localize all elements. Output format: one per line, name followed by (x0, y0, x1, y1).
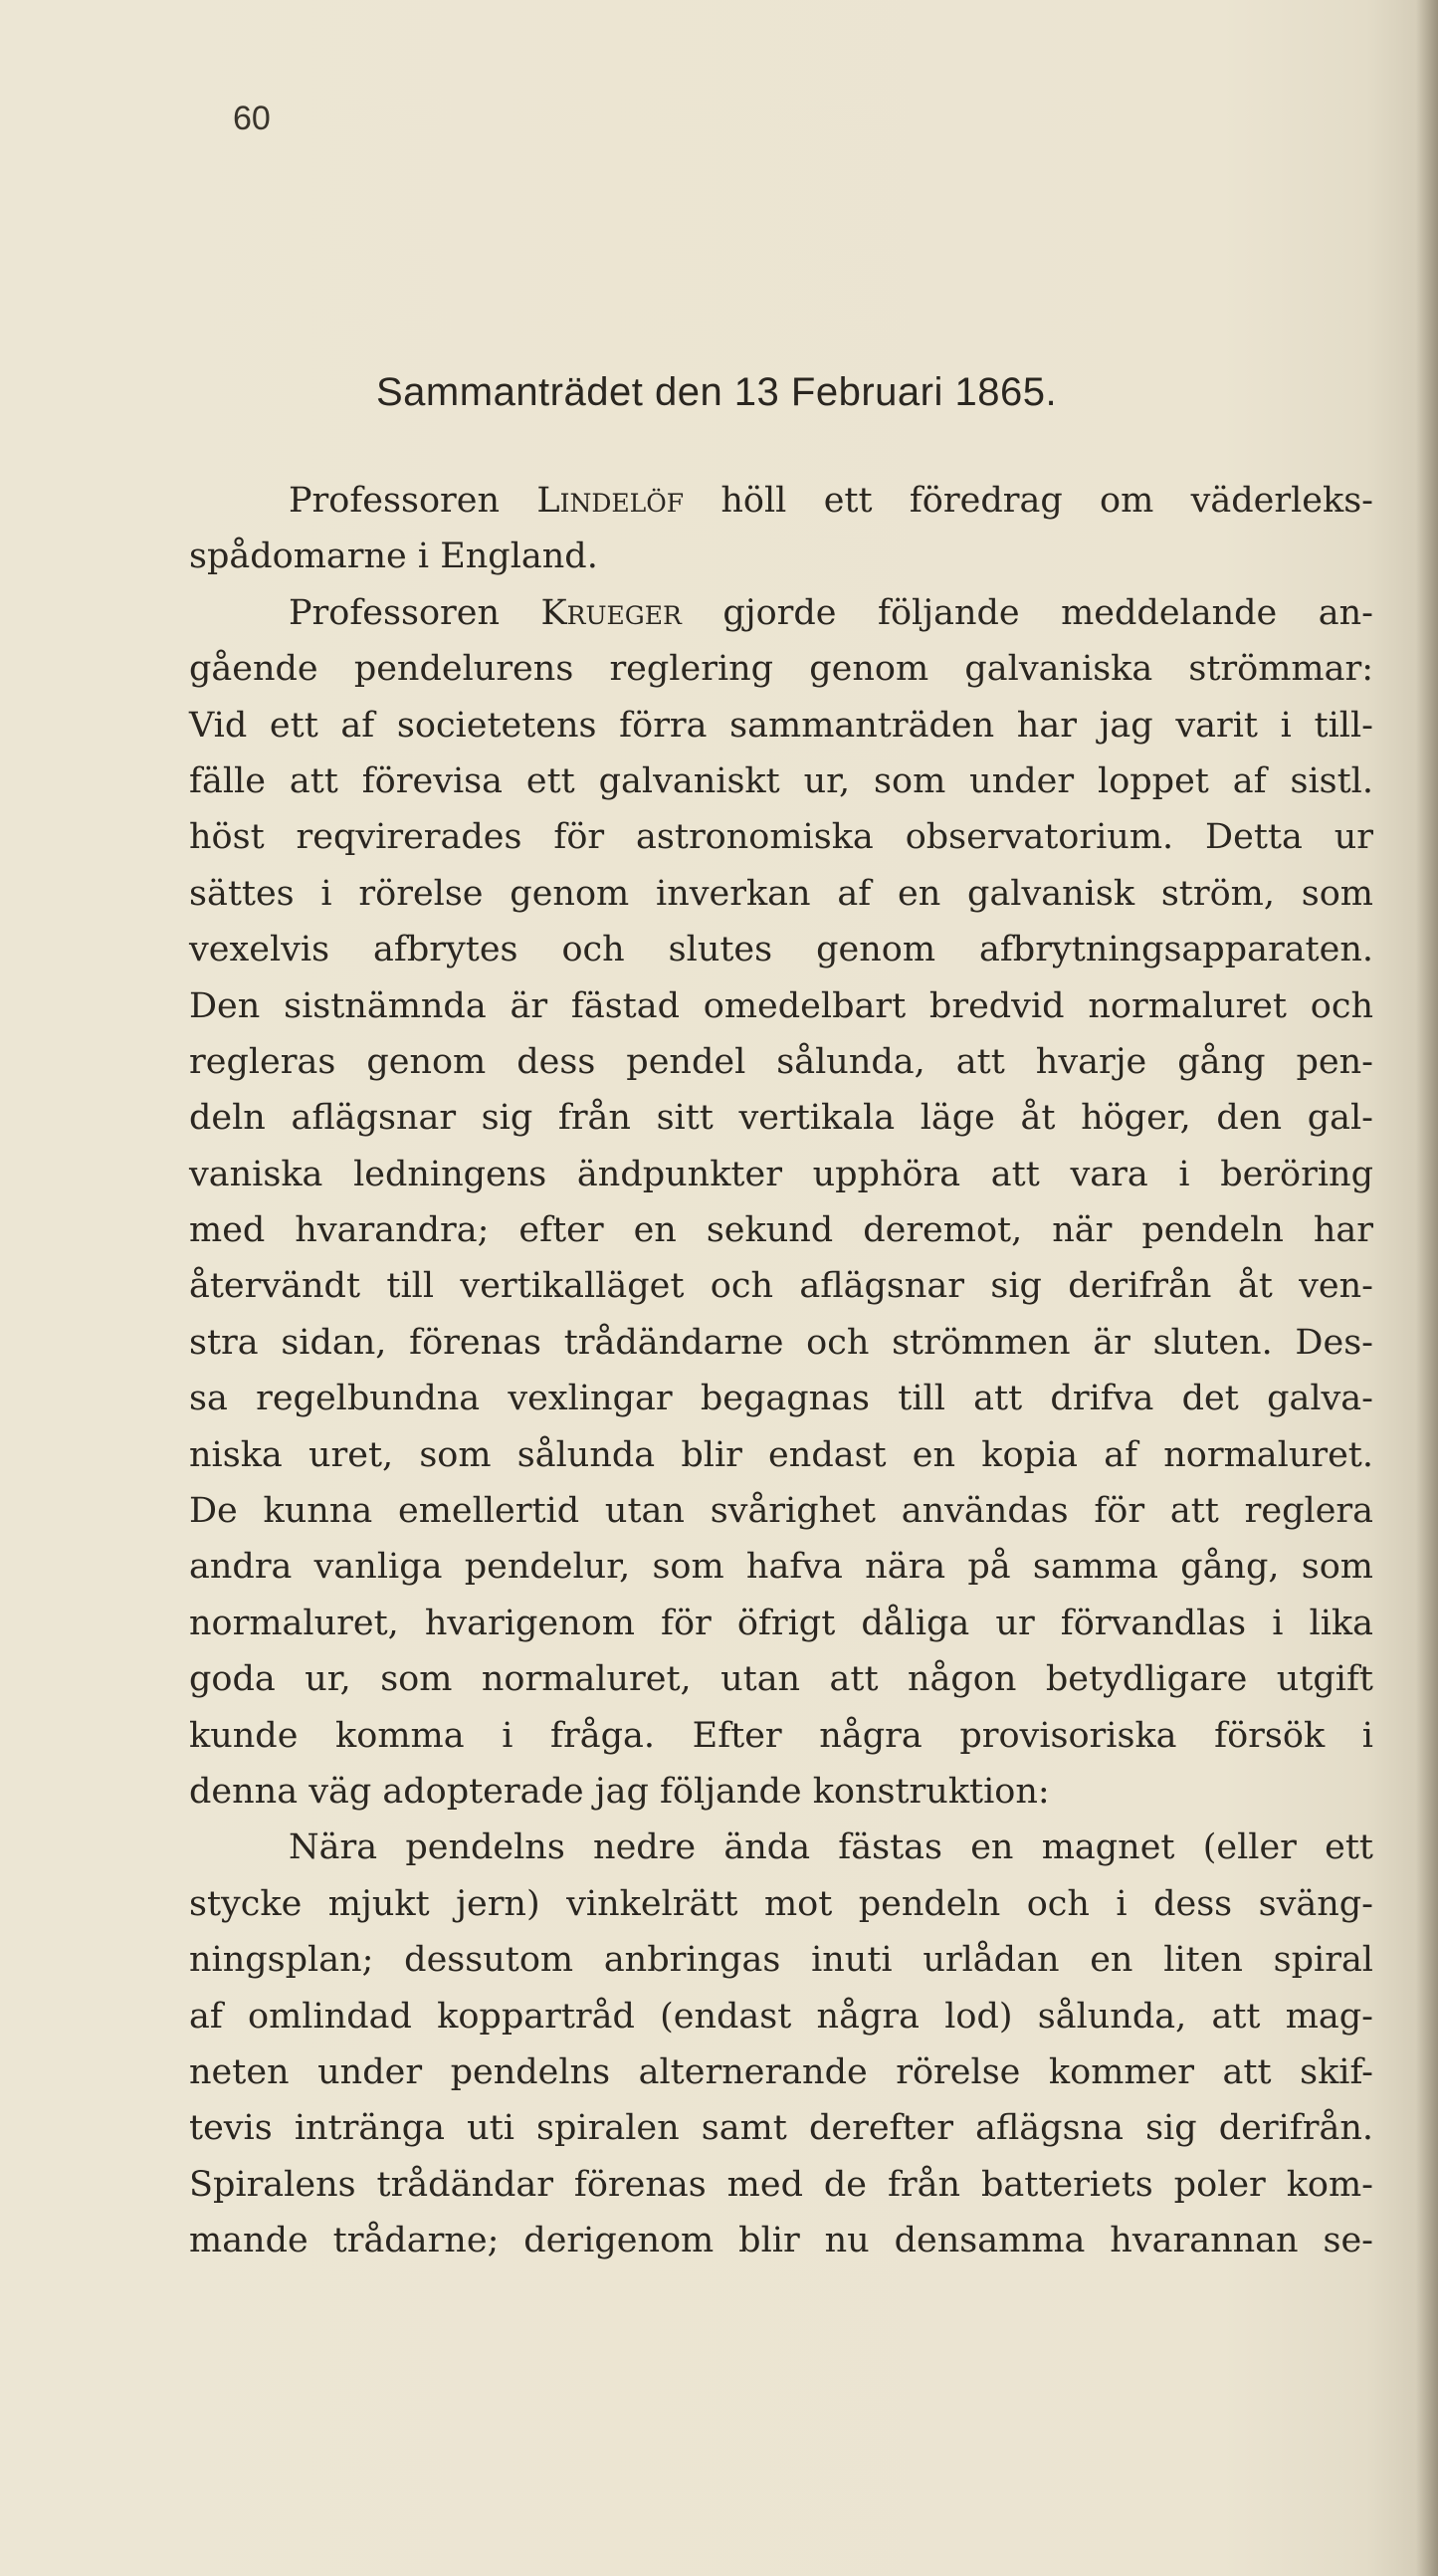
text-line: gående pendelurens reglering genom galvaniska strömmar: (189, 649, 1373, 690)
text-line: Professoren Krueger gjorde följande meddelande an- (289, 592, 1373, 633)
meeting-heading: Sammanträdet den 13 Februari 1865. (376, 370, 1058, 414)
text-line: andra vanliga pendelur, som hafva nära på samma gång, som (189, 1547, 1373, 1588)
text-line: spådomarne i England. (189, 537, 598, 577)
text-line: De kunna emellertid utan svårighet användas för att reglera (189, 1491, 1373, 1532)
text-line: fälle att förevisa ett galvaniskt ur, som under loppet af sistl. (189, 760, 1373, 801)
page-number: 60 (233, 100, 271, 137)
text-line: stra sidan, förenas trådändarne och strömmen är sluten. Des- (189, 1322, 1373, 1363)
text-line: regleras genom dess pendel sålunda, att hvarje gång pen- (189, 1041, 1373, 1082)
text-line: vaniska ledningens ändpunkter upphöra att vara i beröring (189, 1154, 1373, 1194)
text-line: Nära pendelns nedre ända fästas en magnet (eller ett (289, 1827, 1373, 1868)
text-line: återvändt till vertikalläget och aflägsnar sig derifrån åt ven- (189, 1266, 1373, 1307)
text-line: med hvarandra; efter en sekund deremot, när pendeln har (189, 1210, 1373, 1251)
text-line: tevis intränga uti spiralen samt derefter aflägsna sig derifrån. (189, 2108, 1373, 2149)
text-line: sättes i rörelse genom inverkan af en galvanisk ström, som (189, 873, 1373, 914)
text-line: vexelvis afbrytes och slutes genom afbrytningsapparaten. (189, 930, 1373, 970)
text-line: af omlindad koppartråd (endast några lod) sålunda, att mag- (189, 1996, 1373, 2037)
text-line: neten under pendelns alternerande rörelse kommer att skif- (189, 2051, 1373, 2092)
text-line: ningsplan; dessutom anbringas inuti urlådan en liten spiral (189, 1940, 1373, 1981)
text-line: Vid ett af societetens förra sammanträden har jag varit i till- (189, 705, 1373, 746)
text-line: Spiralens trådändar förenas med de från batteriets poler kom- (189, 2164, 1373, 2205)
text-line: höst reqvirerades för astronomiska observatorium. Detta ur (189, 817, 1373, 858)
text-line: mande trådarne; derigenom blir nu densamma hvarannan se- (189, 2221, 1373, 2261)
text-line: Den sistnämnda är fästad omedelbart bredvid normaluret och (189, 985, 1373, 1026)
text-line: denna väg adopterade jag följande konstruktion: (189, 1771, 1050, 1812)
person-name: Krueger (540, 592, 682, 633)
body-text (189, 473, 1373, 2269)
text-line: niska uret, som sålunda blir endast en kopia af normaluret. (189, 1434, 1373, 1475)
page-edge-shadow (1416, 0, 1438, 2576)
text-line: kunde komma i fråga. Efter några provisoriska försök i (189, 1715, 1373, 1756)
text-line: deln aflägsnar sig från sitt vertikala läge åt höger, den gal- (189, 1098, 1373, 1139)
text-line: Professoren Lindelöf höll ett föredrag om väderleks- (289, 481, 1374, 521)
person-name: Lindelöf (536, 481, 685, 521)
text-line: goda ur, som normaluret, utan att någon betydligare utgift (189, 1659, 1373, 1700)
text-line: sa regelbundna vexlingar begagnas till att drifva det galva- (189, 1379, 1373, 1419)
text-line: stycke mjukt jern) vinkelrätt mot pendeln och i dess sväng- (189, 1883, 1373, 1924)
text-line: normaluret, hvarigenom för öfrigt dåliga ur förvandlas i lika (189, 1603, 1373, 1643)
